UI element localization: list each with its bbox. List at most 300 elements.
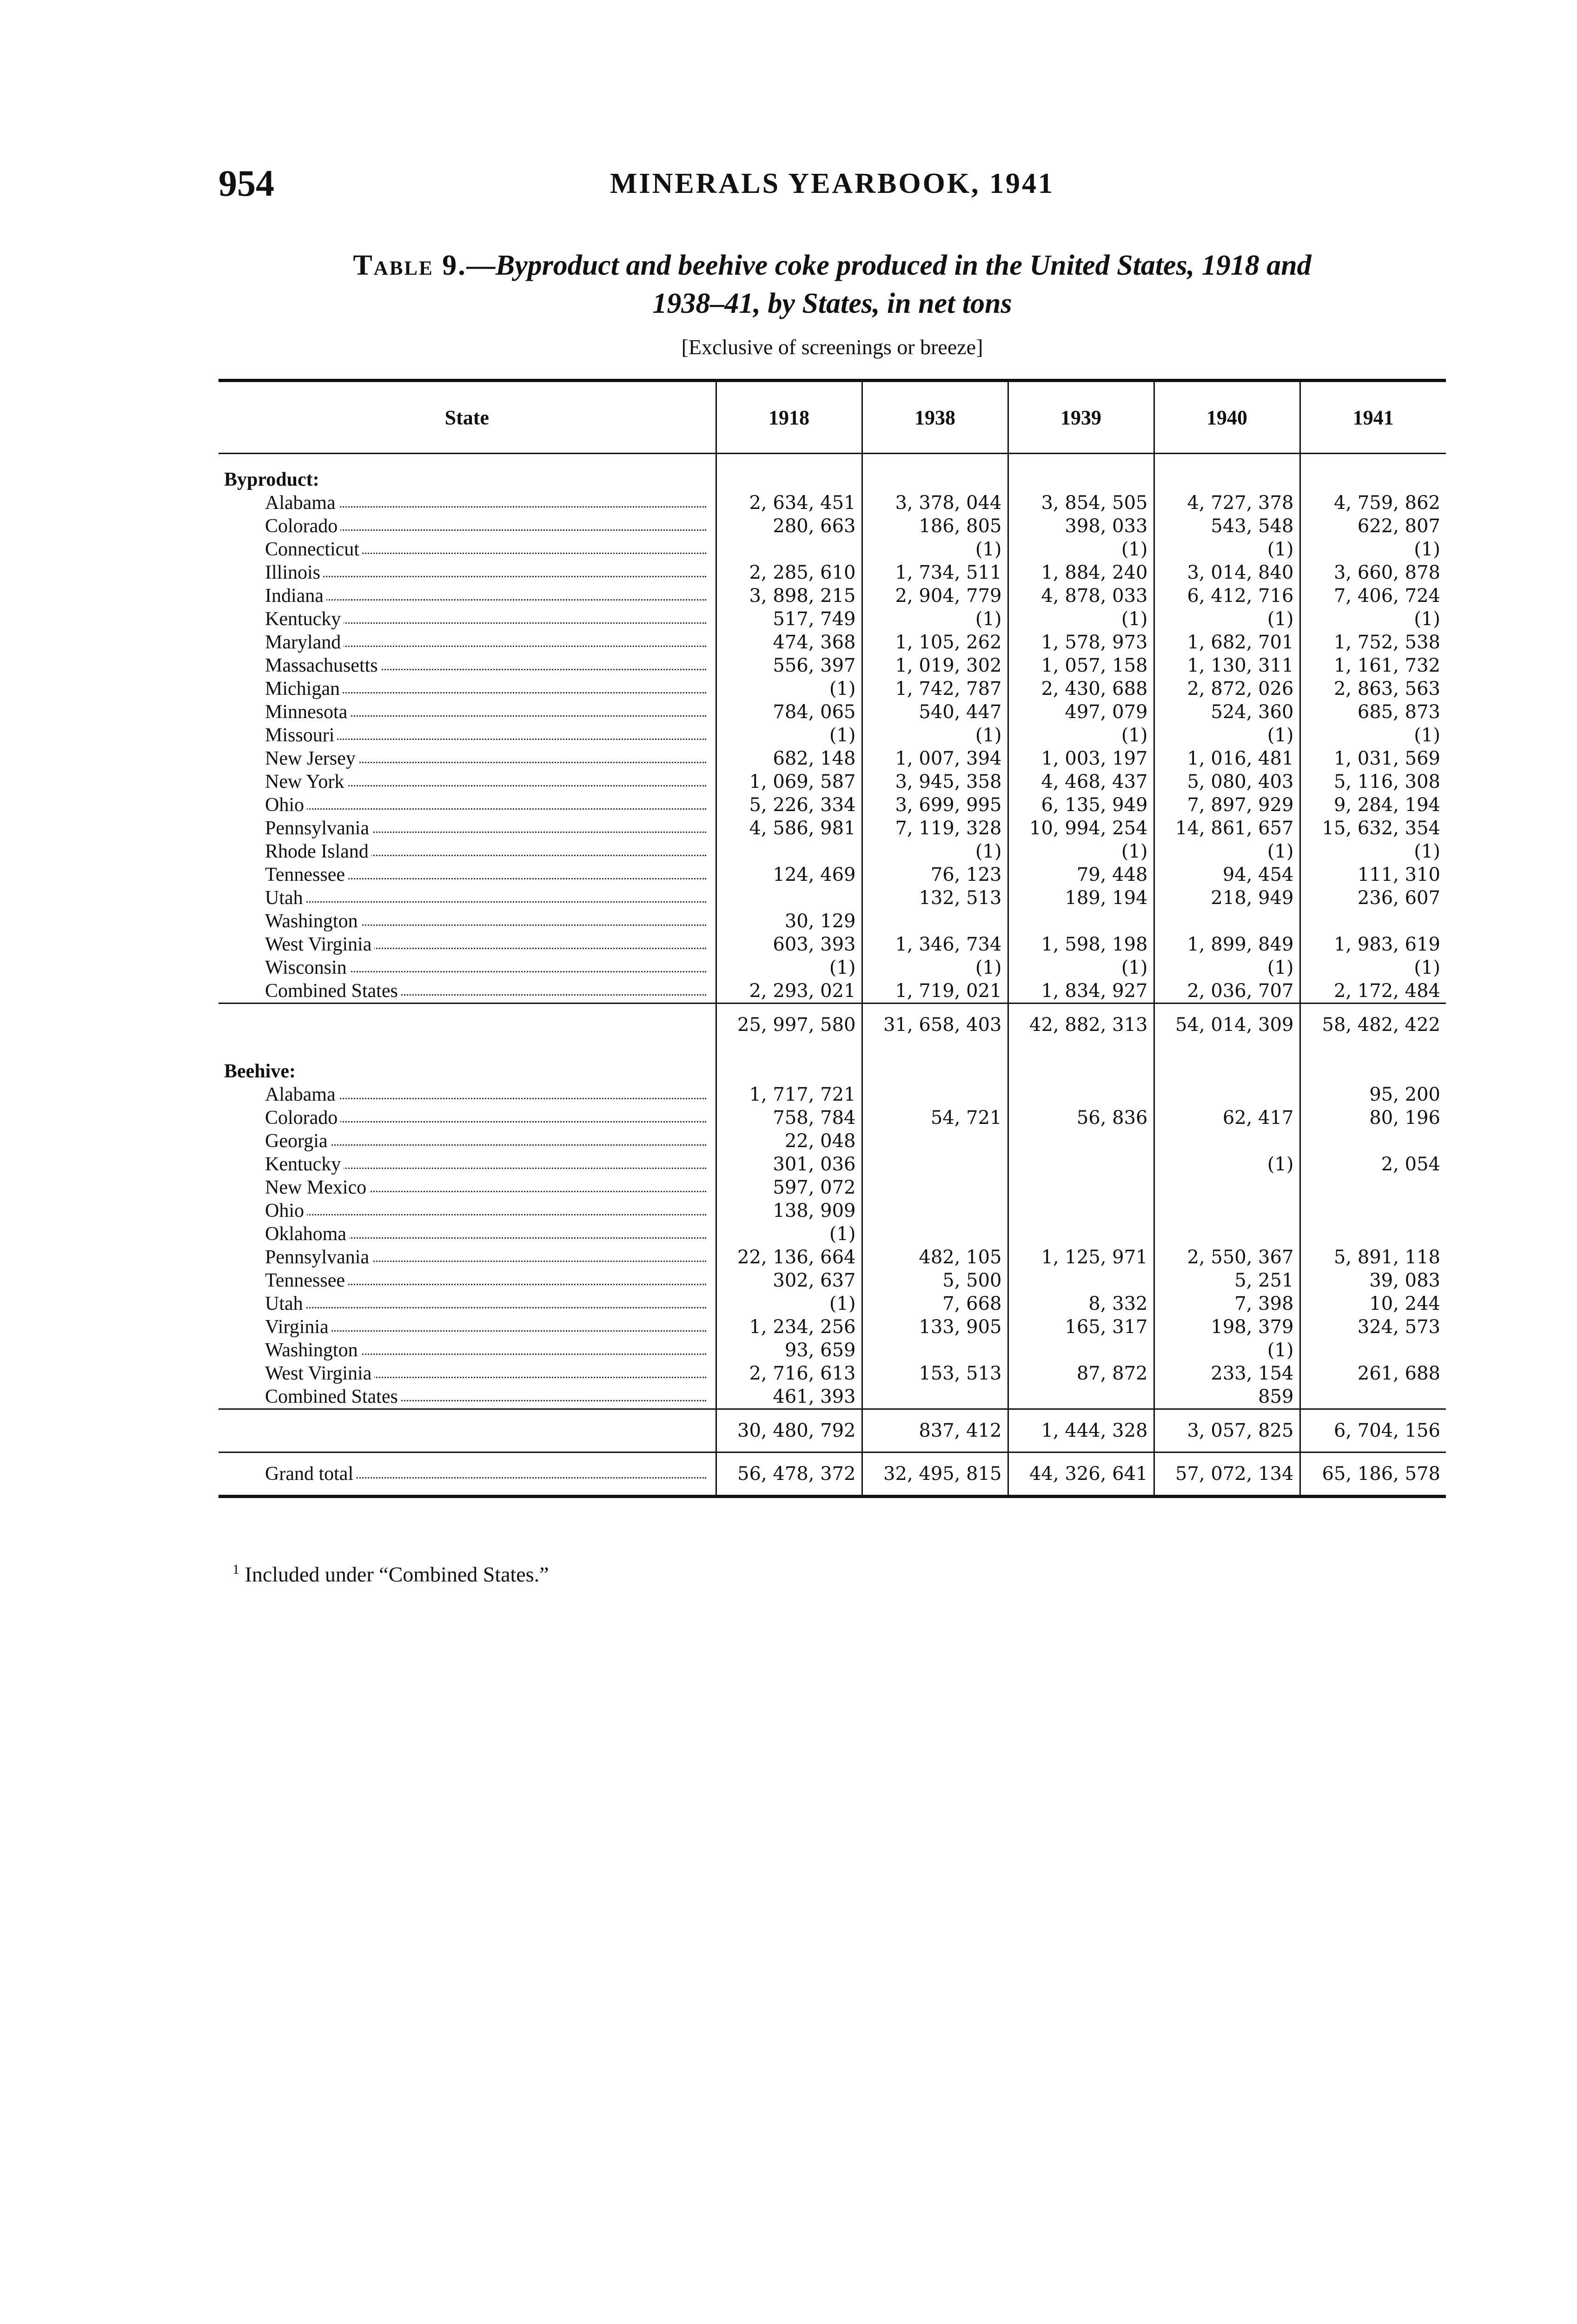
state-name: New Mexico (265, 1177, 369, 1198)
total-value-cell: 42, 882, 313 (1008, 1004, 1154, 1046)
value-cell: 7, 897, 929 (1154, 793, 1300, 817)
value-cell (1008, 1385, 1154, 1409)
value-cell: 2, 172, 484 (1300, 979, 1446, 1004)
table-row (219, 1176, 1446, 1199)
state-name: Michigan (265, 678, 343, 700)
column-header: 1941 (1300, 381, 1446, 454)
value-cell: 56, 836 (1008, 1106, 1154, 1129)
value-cell: 111, 310 (1300, 863, 1446, 886)
state-name: Massachusetts (265, 655, 381, 676)
running-title: MINERALS YEARBOOK, 1941 (610, 168, 1055, 199)
value-cell: 5, 891, 118 (1300, 1246, 1446, 1269)
value-cell (1154, 1129, 1300, 1153)
value-cell: 10, 244 (1300, 1292, 1446, 1315)
dot-leader (265, 1214, 706, 1215)
total-value-cell: 58, 482, 422 (1300, 1004, 1446, 1046)
empty-cell (716, 468, 862, 491)
state-cell (219, 1176, 716, 1199)
value-cell: (1) (1300, 538, 1446, 561)
value-cell: 1, 016, 481 (1154, 747, 1300, 770)
value-cell: 4, 468, 437 (1008, 770, 1154, 793)
table-title-line1: —Byproduct and beehive coke produced in the United States, 1918 and (466, 250, 1312, 281)
footnote-text: Included under “Combined States.” (239, 1562, 549, 1586)
value-cell: 1, 105, 262 (862, 631, 1008, 654)
table-row (219, 607, 1446, 631)
grand-total-value: 44, 326, 641 (1008, 1452, 1154, 1497)
column-header: 1939 (1008, 381, 1154, 454)
value-cell (862, 1153, 1008, 1176)
spacer-cell (1300, 1046, 1446, 1060)
value-cell: 1, 031, 569 (1300, 747, 1446, 770)
empty-cell (862, 1060, 1008, 1083)
value-cell: 87, 872 (1008, 1362, 1154, 1385)
value-cell: 2, 904, 779 (862, 584, 1008, 607)
total-label-cell (219, 1409, 716, 1452)
value-cell: (1) (1300, 724, 1446, 747)
value-cell: (1) (1300, 840, 1446, 863)
value-cell: (1) (1008, 607, 1154, 631)
value-cell: 2, 872, 026 (1154, 677, 1300, 700)
dot-leader (265, 576, 706, 577)
value-cell: 1, 234, 256 (716, 1315, 862, 1339)
state-cell (219, 1153, 716, 1176)
state-cell (219, 817, 716, 840)
value-cell: 301, 036 (716, 1153, 862, 1176)
spacer-cell (1008, 1046, 1154, 1060)
value-cell: 1, 007, 394 (862, 747, 1008, 770)
value-cell: 1, 682, 701 (1154, 631, 1300, 654)
state-cell (219, 1269, 716, 1292)
value-cell (1008, 1083, 1154, 1106)
column-header: State (219, 381, 716, 454)
empty-cell (1008, 1060, 1154, 1083)
empty-cell (862, 468, 1008, 491)
value-cell: (1) (716, 1292, 862, 1315)
state-cell (219, 747, 716, 770)
state-name: West Virginia (265, 1363, 374, 1384)
value-cell (1008, 1153, 1154, 1176)
value-cell: 153, 513 (862, 1362, 1008, 1385)
value-cell: 324, 573 (1300, 1315, 1446, 1339)
value-cell: (1) (1154, 840, 1300, 863)
value-cell: 398, 033 (1008, 515, 1154, 538)
value-cell: (1) (1154, 538, 1300, 561)
table-row (219, 700, 1446, 724)
table-row (219, 979, 1446, 1004)
state-name: Georgia (265, 1130, 331, 1152)
state-name: Minnesota (265, 701, 350, 723)
state-cell (219, 1292, 716, 1315)
value-cell: 236, 607 (1300, 886, 1446, 910)
value-cell: 1, 742, 787 (862, 677, 1008, 700)
value-cell: 603, 393 (716, 933, 862, 956)
table-row (219, 770, 1446, 793)
state-cell (219, 979, 716, 1004)
coke-table-wrapper (219, 379, 1446, 1498)
value-cell: 2, 285, 610 (716, 561, 862, 584)
table-row (219, 561, 1446, 584)
table-row (219, 631, 1446, 654)
value-cell: 5, 251 (1154, 1269, 1300, 1292)
spacer-cell (862, 1046, 1008, 1060)
table-subtitle: [Exclusive of screenings or breeze] (681, 335, 983, 359)
total-value-cell: 31, 658, 403 (862, 1004, 1008, 1046)
value-cell: (1) (716, 1222, 862, 1246)
state-name: Colorado (265, 1107, 340, 1129)
table-row (219, 793, 1446, 817)
value-cell: (1) (1154, 1339, 1300, 1362)
value-cell: (1) (1300, 607, 1446, 631)
value-cell: 7, 398 (1154, 1292, 1300, 1315)
value-cell: 3, 945, 358 (862, 770, 1008, 793)
value-cell (1008, 1199, 1154, 1222)
empty-cell (1008, 468, 1154, 491)
state-cell (219, 1362, 716, 1385)
value-cell (862, 910, 1008, 933)
value-cell (862, 1199, 1008, 1222)
table-row (219, 886, 1446, 910)
state-name: Kentucky (265, 608, 344, 630)
value-cell (1008, 1176, 1154, 1199)
value-cell: (1) (862, 840, 1008, 863)
state-cell (219, 561, 716, 584)
table-row (219, 747, 1446, 770)
value-cell: 4, 727, 378 (1154, 491, 1300, 515)
state-name: Wisconsin (265, 957, 350, 978)
total-value-cell: 3, 057, 825 (1154, 1409, 1300, 1452)
state-cell (219, 607, 716, 631)
value-cell: 93, 659 (716, 1339, 862, 1362)
table-row (219, 1222, 1446, 1246)
state-name: Combined States (265, 1386, 401, 1407)
state-cell (219, 933, 716, 956)
spacer-cell (1008, 454, 1154, 469)
value-cell: (1) (716, 956, 862, 979)
value-cell (862, 1339, 1008, 1362)
value-cell (716, 886, 862, 910)
value-cell: 524, 360 (1154, 700, 1300, 724)
value-cell: 1, 884, 240 (1008, 561, 1154, 584)
page-number: 954 (219, 163, 274, 204)
spacer-cell (1154, 1046, 1300, 1060)
value-cell: 62, 417 (1154, 1106, 1300, 1129)
state-name: Washington (265, 911, 361, 932)
table-title (219, 246, 1446, 323)
value-cell: 94, 454 (1154, 863, 1300, 886)
table-row (219, 1153, 1446, 1176)
grand-total-label (219, 1452, 716, 1497)
table-label: Table 9. (353, 250, 467, 281)
value-cell: 1, 069, 587 (716, 770, 862, 793)
value-cell: 1, 834, 927 (1008, 979, 1154, 1004)
value-cell: 233, 154 (1154, 1362, 1300, 1385)
value-cell: 1, 719, 021 (862, 979, 1008, 1004)
state-cell (219, 584, 716, 607)
table-row (219, 840, 1446, 863)
value-cell: 95, 200 (1300, 1083, 1446, 1106)
value-cell: 8, 332 (1008, 1292, 1154, 1315)
table-row (219, 724, 1446, 747)
value-cell: 1, 899, 849 (1154, 933, 1300, 956)
table-row (219, 1315, 1446, 1339)
grand-total-value: 56, 478, 372 (716, 1452, 862, 1497)
value-cell: (1) (1154, 1153, 1300, 1176)
value-cell: 189, 194 (1008, 886, 1154, 910)
state-name: Oklahoma (265, 1223, 349, 1245)
table-row (219, 1269, 1446, 1292)
state-name: Pennsylvania (265, 1247, 372, 1268)
value-cell: 22, 048 (716, 1129, 862, 1153)
total-value-cell: 1, 444, 328 (1008, 1409, 1154, 1452)
value-cell: 497, 079 (1008, 700, 1154, 724)
spacer-cell (716, 1046, 862, 1060)
state-cell (219, 724, 716, 747)
value-cell: 54, 721 (862, 1106, 1008, 1129)
value-cell: 2, 550, 367 (1154, 1246, 1300, 1269)
value-cell: 39, 083 (1300, 1269, 1446, 1292)
value-cell: 5, 226, 334 (716, 793, 862, 817)
value-cell (862, 1385, 1008, 1409)
table-row (219, 863, 1446, 886)
value-cell: 30, 129 (716, 910, 862, 933)
value-cell (862, 1176, 1008, 1199)
value-cell: (1) (1300, 956, 1446, 979)
value-cell: 76, 123 (862, 863, 1008, 886)
table-row (219, 1083, 1446, 1106)
page-header (219, 163, 1446, 214)
state-name: Kentucky (265, 1154, 344, 1175)
spacer-cell (716, 454, 862, 469)
state-name: Tennessee (265, 864, 348, 885)
state-cell (219, 677, 716, 700)
value-cell: (1) (716, 724, 862, 747)
column-header: 1938 (862, 381, 1008, 454)
state-cell (219, 654, 716, 677)
value-cell: 10, 994, 254 (1008, 817, 1154, 840)
value-cell: 859 (1154, 1385, 1300, 1409)
value-cell (1008, 910, 1154, 933)
spacer-cell (219, 1046, 716, 1060)
header-row (219, 381, 1446, 454)
state-name: Indiana (265, 585, 326, 607)
dot-leader (265, 808, 706, 810)
value-cell: 1, 598, 198 (1008, 933, 1154, 956)
coke-production-table (219, 379, 1446, 1498)
state-name: Combined States (265, 980, 401, 1002)
value-cell (716, 840, 862, 863)
value-cell: 758, 784 (716, 1106, 862, 1129)
value-cell: 543, 548 (1154, 515, 1300, 538)
value-cell: 124, 469 (716, 863, 862, 886)
value-cell: 540, 447 (862, 700, 1008, 724)
dot-leader (265, 1307, 706, 1308)
state-cell (219, 1315, 716, 1339)
state-cell (219, 1106, 716, 1129)
table-body (219, 454, 1446, 1497)
state-name: Utah (265, 887, 306, 909)
table-row (219, 1246, 1446, 1269)
section-total-row (219, 1409, 1446, 1452)
value-cell: 6, 412, 716 (1154, 584, 1300, 607)
value-cell: 9, 284, 194 (1300, 793, 1446, 817)
table-row (219, 933, 1446, 956)
value-cell: 682, 148 (716, 747, 862, 770)
value-cell: 80, 196 (1300, 1106, 1446, 1129)
table-row (219, 817, 1446, 840)
value-cell (1154, 1222, 1300, 1246)
spacer-row (219, 1046, 1446, 1060)
state-cell (219, 910, 716, 933)
column-header: 1940 (1154, 381, 1300, 454)
dot-leader (265, 599, 706, 601)
state-name: Colorado (265, 515, 340, 537)
value-cell: 2, 293, 021 (716, 979, 862, 1004)
table-row (219, 584, 1446, 607)
state-cell (219, 793, 716, 817)
value-cell: 3, 378, 044 (862, 491, 1008, 515)
total-value-cell: 30, 480, 792 (716, 1409, 862, 1452)
value-cell (1008, 1129, 1154, 1153)
section-heading-row (219, 468, 1446, 491)
state-name: Utah (265, 1293, 306, 1314)
grand-total-value: 65, 186, 578 (1300, 1452, 1446, 1497)
value-cell: 14, 861, 657 (1154, 817, 1300, 840)
value-cell: 1, 752, 538 (1300, 631, 1446, 654)
value-cell (1154, 1176, 1300, 1199)
value-cell: 1, 057, 158 (1008, 654, 1154, 677)
value-cell: 2, 634, 451 (716, 491, 862, 515)
grand-total-row (219, 1452, 1446, 1497)
table-row (219, 515, 1446, 538)
value-cell: (1) (716, 677, 862, 700)
value-cell: 482, 105 (862, 1246, 1008, 1269)
value-cell (862, 1129, 1008, 1153)
value-cell (1300, 1339, 1446, 1362)
value-cell: 461, 393 (716, 1385, 862, 1409)
empty-cell (716, 1060, 862, 1083)
value-cell: 186, 805 (862, 515, 1008, 538)
value-cell: 556, 397 (716, 654, 862, 677)
table-title-line2: 1938–41, by States, in net tons (652, 288, 1012, 319)
table-row (219, 1339, 1446, 1362)
state-name: West Virginia (265, 934, 374, 955)
value-cell (1154, 1083, 1300, 1106)
value-cell (1008, 1222, 1154, 1246)
value-cell: 261, 688 (1300, 1362, 1446, 1385)
state-cell (219, 700, 716, 724)
value-cell: 3, 699, 995 (862, 793, 1008, 817)
value-cell: 138, 909 (716, 1199, 862, 1222)
table-row (219, 1292, 1446, 1315)
value-cell: 5, 080, 403 (1154, 770, 1300, 793)
state-cell (219, 1385, 716, 1409)
value-cell: 517, 749 (716, 607, 862, 631)
value-cell (1008, 1339, 1154, 1362)
state-cell (219, 515, 716, 538)
table-row (219, 1362, 1446, 1385)
state-name: Virginia (265, 1316, 331, 1338)
value-cell (1008, 1269, 1154, 1292)
value-cell: 1, 161, 732 (1300, 654, 1446, 677)
value-cell: 7, 406, 724 (1300, 584, 1446, 607)
value-cell: 280, 663 (716, 515, 862, 538)
table-row (219, 956, 1446, 979)
state-cell (219, 840, 716, 863)
value-cell: 1, 125, 971 (1008, 1246, 1154, 1269)
value-cell (1300, 910, 1446, 933)
table-row (219, 538, 1446, 561)
value-cell: 3, 854, 505 (1008, 491, 1154, 515)
state-name: Rhode Island (265, 841, 371, 862)
spacer-row (219, 454, 1446, 469)
empty-cell (1300, 1060, 1446, 1083)
value-cell: 133, 905 (862, 1315, 1008, 1339)
value-cell: 165, 317 (1008, 1315, 1154, 1339)
empty-cell (1300, 468, 1446, 491)
value-cell (862, 1083, 1008, 1106)
value-cell (1300, 1199, 1446, 1222)
total-value-cell: 6, 704, 156 (1300, 1409, 1446, 1452)
value-cell: 218, 949 (1154, 886, 1300, 910)
state-cell (219, 886, 716, 910)
value-cell (716, 538, 862, 561)
spacer-cell (1300, 454, 1446, 469)
value-cell: 3, 898, 215 (716, 584, 862, 607)
state-cell (219, 538, 716, 561)
section-heading: Byproduct: (224, 469, 319, 490)
state-name: Ohio (265, 1200, 307, 1221)
value-cell: 7, 668 (862, 1292, 1008, 1315)
table-row (219, 491, 1446, 515)
empty-cell (1154, 1060, 1300, 1083)
section-heading-row (219, 1060, 1446, 1083)
table-row (219, 1199, 1446, 1222)
value-cell (1300, 1176, 1446, 1199)
value-cell: 1, 734, 511 (862, 561, 1008, 584)
value-cell: (1) (1008, 538, 1154, 561)
table-row (219, 654, 1446, 677)
state-cell (219, 491, 716, 515)
total-label-cell (219, 1004, 716, 1046)
value-cell: 685, 873 (1300, 700, 1446, 724)
table-row (219, 677, 1446, 700)
value-cell: 302, 637 (716, 1269, 862, 1292)
value-cell: 198, 379 (1154, 1315, 1300, 1339)
empty-cell (1154, 468, 1300, 491)
state-cell (219, 631, 716, 654)
value-cell: 2, 054 (1300, 1153, 1446, 1176)
dot-leader (265, 1144, 706, 1146)
column-header: 1918 (716, 381, 862, 454)
spacer-cell (862, 454, 1008, 469)
value-cell: 22, 136, 664 (716, 1246, 862, 1269)
state-cell (219, 1199, 716, 1222)
state-name: Missouri (265, 725, 337, 746)
value-cell: 4, 878, 033 (1008, 584, 1154, 607)
value-cell: 7, 119, 328 (862, 817, 1008, 840)
value-cell (1300, 1129, 1446, 1153)
state-cell (219, 1129, 716, 1153)
value-cell: (1) (862, 724, 1008, 747)
footnote (232, 1562, 549, 1586)
value-cell: 1, 578, 973 (1008, 631, 1154, 654)
value-cell: 2, 863, 563 (1300, 677, 1446, 700)
grand-total-text: Grand total (265, 1463, 356, 1485)
value-cell: (1) (862, 607, 1008, 631)
value-cell: (1) (1008, 724, 1154, 747)
section-total-row (219, 1004, 1446, 1046)
state-name: Connecticut (265, 539, 362, 560)
